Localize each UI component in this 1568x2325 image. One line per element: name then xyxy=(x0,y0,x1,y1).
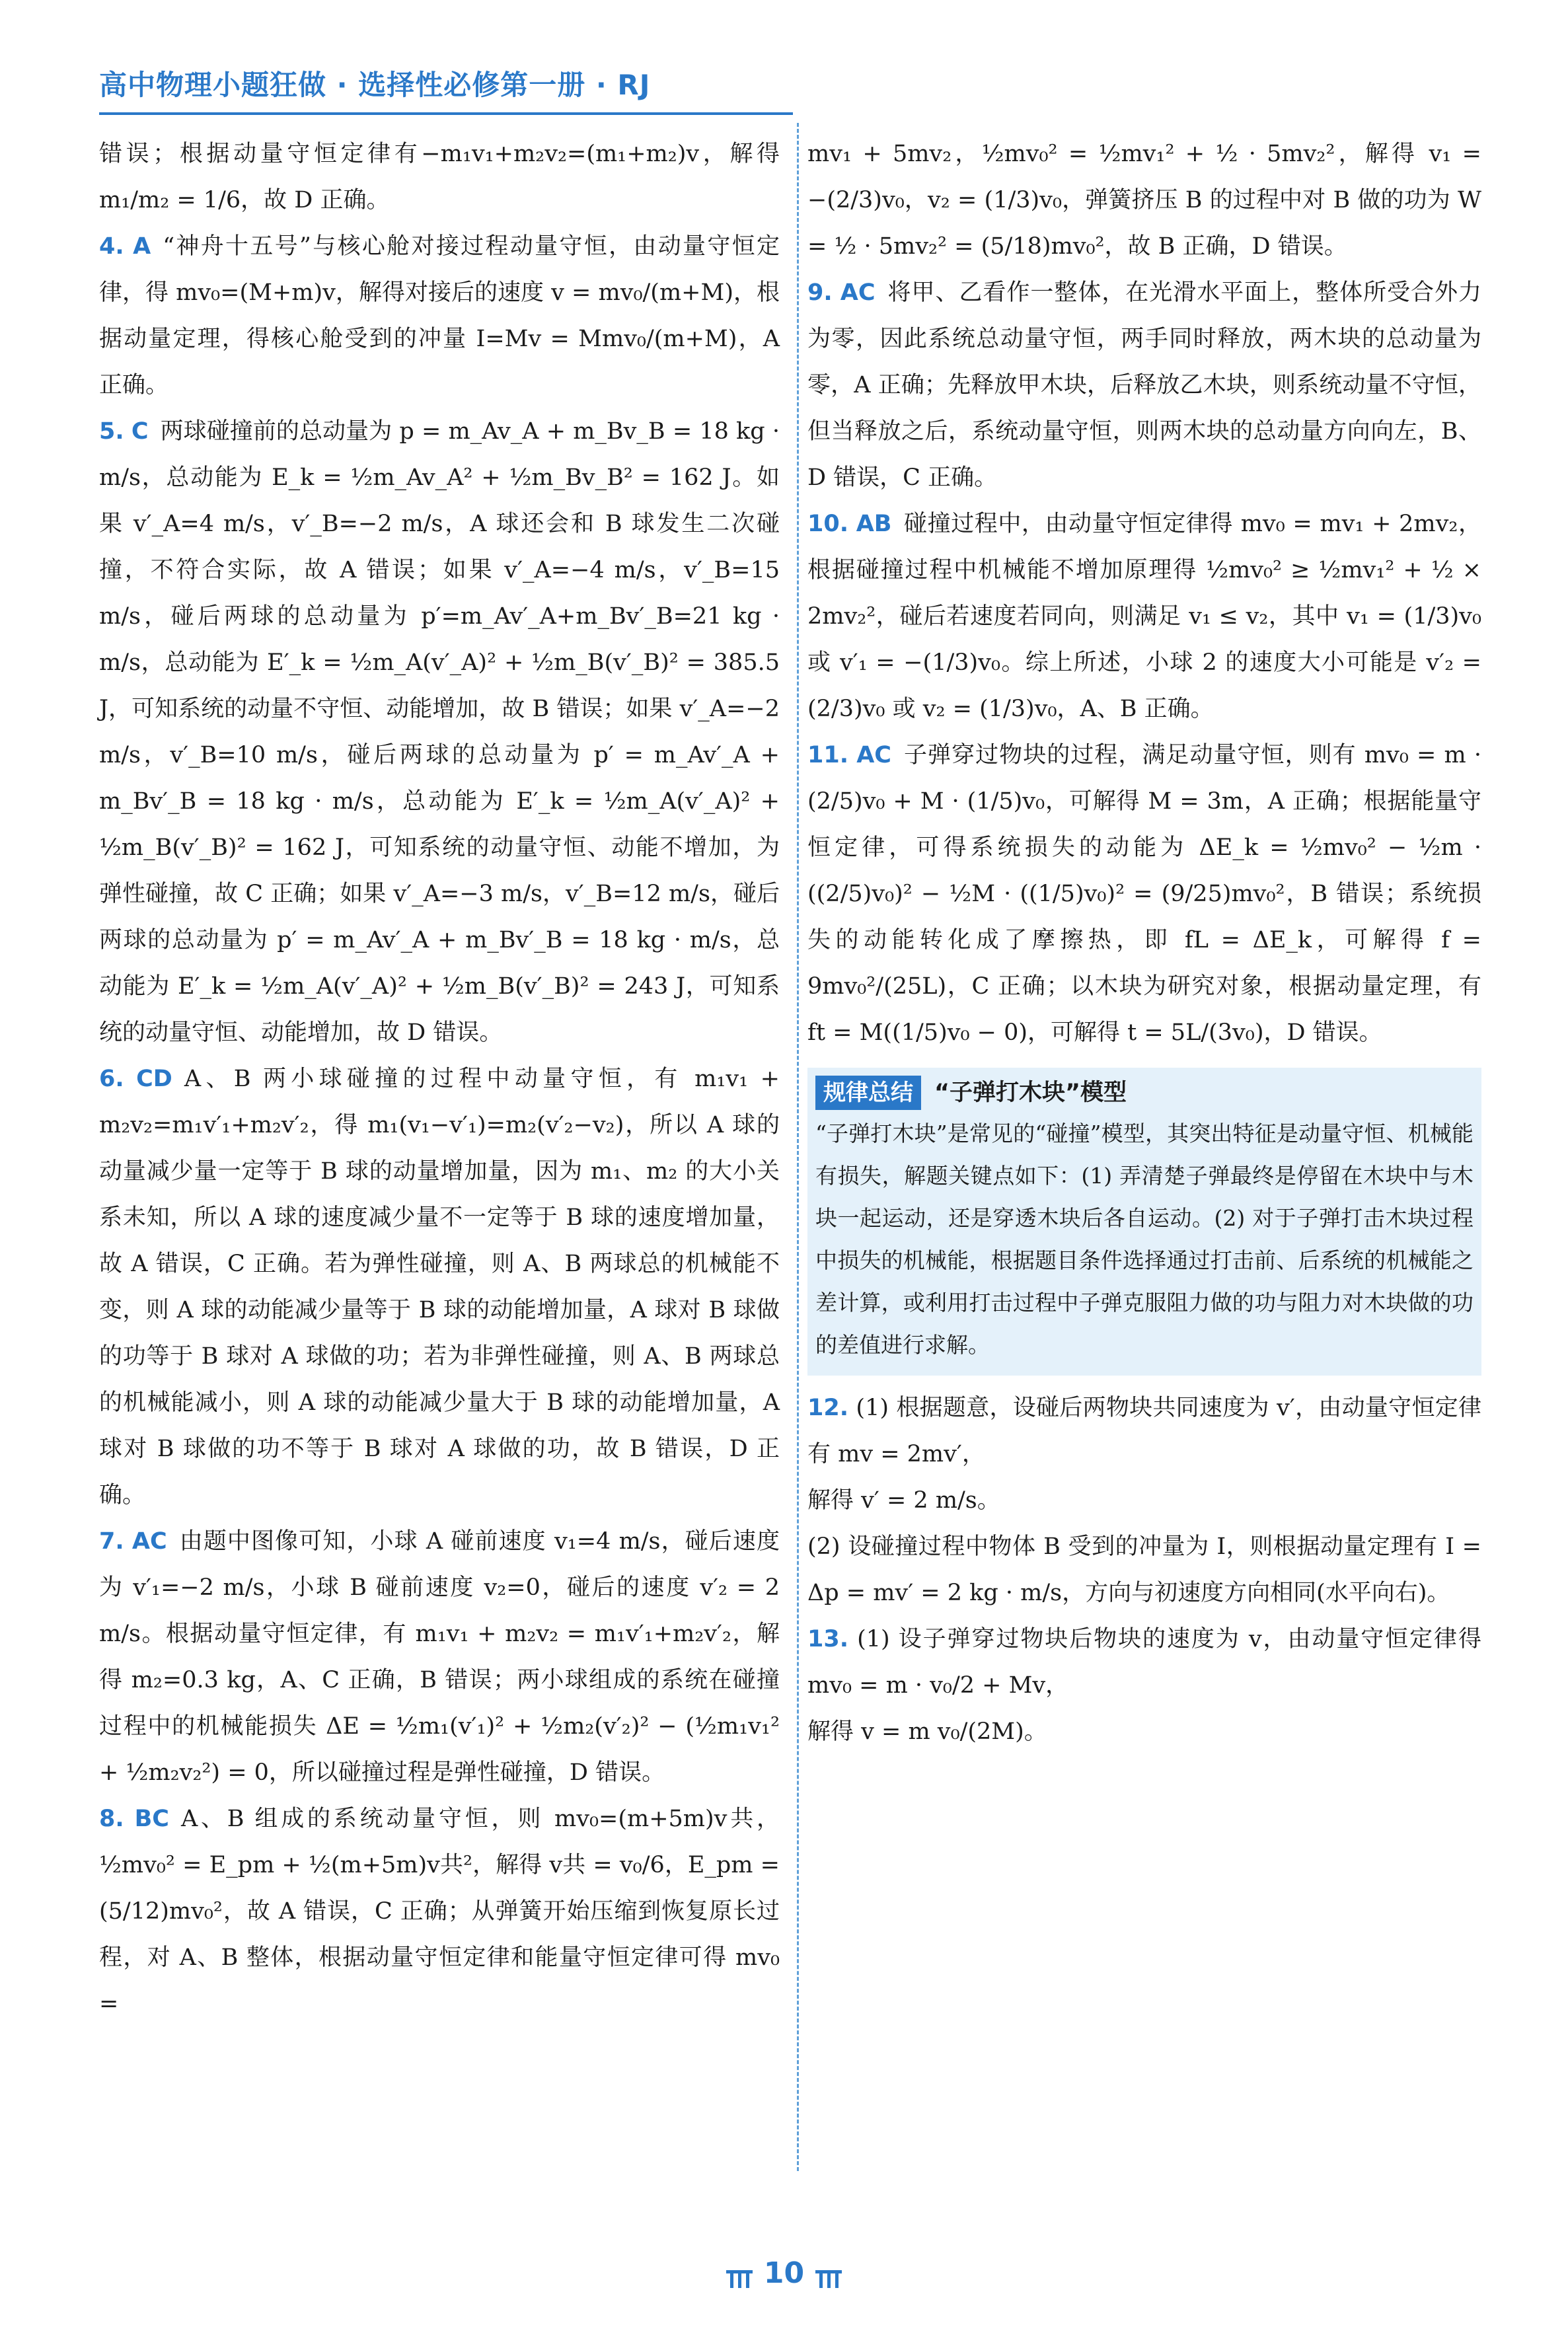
answer-text: (1) 设子弹穿过物块后物块的速度为 v，由动量守恒定律得 mv₀ = m · v₀/2 + Mv， xyxy=(807,1626,1481,1699)
summary-title: “子弹打木块”模型 xyxy=(934,1080,1127,1106)
answer-12-line2 xyxy=(807,1477,1481,1524)
answer-choice: AC xyxy=(131,1528,167,1555)
question-number: 12. xyxy=(807,1395,849,1421)
page-number: 10 xyxy=(763,2256,805,2290)
answer-13 xyxy=(807,1616,1481,1709)
answer-text: 子弹穿过物块的过程，满足动量守恒，则有 mv₀ = m · (2/5)v₀ + M · (1/5)v₀，可解得 M = 3m，A 正确；根据能量守恒定律，可得系统损失的动能为 ΔE_k = ½mv₀² − ½m · ((2/5)v₀)² − ½M · ((1/5)v₀)² = (9/25)mv₀²，B 错误；系统损失的动能转化成了摩擦热，即 fL = ΔE_k，可解得 f = 9mv₀²/(25L)，C 正确；以木块为研究对象，根据动量定理，有 ft = M((1/5)v₀ − 0)，可解得 t = 5L/(3v₀)，D 错误。 xyxy=(807,742,1481,1046)
answer-12 xyxy=(807,1385,1481,1477)
answer-choice: AC xyxy=(840,279,876,306)
answer-choice: A xyxy=(133,233,151,260)
answer-11 xyxy=(807,732,1481,1056)
answer-12-part2 xyxy=(807,1524,1481,1616)
summary-box xyxy=(807,1068,1481,1376)
answer-text: 解得 v = m v₀/(2M)。 xyxy=(807,1718,1047,1745)
answer-3-tail xyxy=(99,131,780,223)
answer-13-line2 xyxy=(807,1709,1481,1755)
column-divider xyxy=(797,123,799,2171)
answer-text: A、B 两小球碰撞的过程中动量守恒，有 m₁v₁ + m₂v₂=m₁v′₁+m₂v′₂，得 m₁(v₁−v′₁)=m₂(v′₂−v₂)，所以 A 球的动量减少量一定等于 B 球的动量增加量，因为 m₁、m₂ 的大小关系未知，所以 A 球的速度减少量不一定等于 B 球的速度增加量，故 A 错误，C 正确。若为弹性碰撞，则 A、B 两球总的机械能不变，则 A 球的动能减少量等于 B 球的动能增加量，A 球对 B 球做的功等于 B 球对 A 球做的功；若为非弹性碰撞，则 A、B 两球总的机械能减小，则 A 球的动能减少量大于 B 球的动能增加量，A 球对 B 球做的功不等于 B 球对 A 球做的功，故 B 错误，D 正确。 xyxy=(99,1066,780,1508)
answer-text: A、B 组成的系统动量守恒，则 mv₀=(m+5m)v共，½mv₀² = E_pm + ½(m+5m)v共²，解得 v共 = v₀/6，E_pm = (5/12)mv₀²，故 A 错误，C 正确；从弹簧开始压缩到恢复原长过程，对 A、B 整体，根据动量守恒定律和能量守恒定律可得 mv₀ = xyxy=(99,1806,780,2017)
answer-text: “神舟十五号”与核心舱对接过程动量守恒，由动量守恒定律，得 mv₀=(M+m)v，解得对接后的速度 v = mv₀/(m+M)，根据动量定理，得核心舱受到的冲量 I=Mv = Mmv₀/(m+M)，A 正确。 xyxy=(99,233,780,398)
answer-text: 将甲、乙看作一整体，在光滑水平面上，整体所受合外力为零，因此系统总动量守恒，两手同时释放，两木块的总动量为零，A 正确；先释放甲木块，后释放乙木块，则系统动量不守恒，但当释放之后，系统动量守恒，则两木块的总动量方向向左，B、D 错误，C 正确。 xyxy=(807,279,1481,491)
page-footer xyxy=(0,2256,1568,2290)
question-number: 7. xyxy=(99,1528,124,1555)
answer-choice: BC xyxy=(134,1806,169,1832)
question-number: 10. xyxy=(807,511,849,537)
answer-choice: C xyxy=(131,418,149,445)
answer-4 xyxy=(99,223,780,408)
answer-choice: AB xyxy=(856,511,892,537)
answer-text: mv₁ + 5mv₂，½mv₀² = ½mv₁² + ½ · 5mv₂²，解得 v₁ = −(2/3)v₀，v₂ = (1/3)v₀，弹簧挤压 B 的过程中对 B 做的功为 W = ½ · 5mv₂² = (5/18)mv₀²，故 B 正确，D 错误。 xyxy=(807,141,1481,260)
right-column xyxy=(807,131,1481,1755)
question-number: 8. xyxy=(99,1806,124,1832)
summary-label: 规律总结 xyxy=(815,1076,921,1110)
header-title: 高中物理小题狂做 · 选择性必修第一册 · RJ xyxy=(99,69,651,101)
answer-text: (1) 根据题意，设碰后两物块共同速度为 v′，由动量守恒定律有 mv = 2mv′， xyxy=(807,1395,1481,1467)
answer-text: 碰撞过程中，由动量守恒定律得 mv₀ = mv₁ + 2mv₂，根据碰撞过程中机械能不增加原理得 ½mv₀² ≥ ½mv₁² + ½ × 2mv₂²，碰后若速度若同向，则满足 v₁ ≤ v₂，其中 v₁ = (1/3)v₀ 或 v′₁ = −(1/3)v₀。综上所述，小球 2 的速度大小可能是 v′₂ = (2/3)v₀ 或 v₂ = (1/3)v₀，A、B 正确。 xyxy=(807,511,1481,722)
question-number: 9. xyxy=(807,279,833,306)
answer-8 xyxy=(99,1796,780,2027)
answer-text: (2) 设碰撞过程中物体 B 受到的冲量为 I，则根据动量定理有 I = Δp = mv′ = 2 kg · m/s，方向与初速度方向相同(水平向右)。 xyxy=(807,1533,1481,1606)
answer-text: 两球碰撞前的总动量为 p = m_Av_A + m_Bv_B = 18 kg · m/s，总动能为 E_k = ½m_Av_A² + ½m_Bv_B² = 162 J。如果 v′_A=4 m/s，v′_B=−2 m/s，A 球还会和 B 球发生二次碰撞，不符合实际，故 A 错误；如果 v′_A=−4 m/s，v′_B=15 m/s，碰后两球的总动量为 p′=m_Av′_A+m_Bv′_B=21 kg · m/s，总动能为 E′_k = ½m_A(v′_A)² + ½m_B(v′_B)² = 385.5 J，可知系统的动量不守恒、动能增加，故 B 错误；如果 v′_A=−2 m/s，v′_B=10 m/s，碰后两球的总动量为 p′ = m_Av′_A + m_Bv′_B = 18 kg · m/s，总动能为 E′_k = ½m_A(v′_A)² + ½m_B(v′_B)² = 162 J，可知系统的动量守恒、动能不增加，为弹性碰撞，故 C 正确；如果 v′_A=−3 m/s，v′_B=12 m/s，碰后两球的总动量为 p′ = m_Av′_A + m_Bv′_B = 18 kg · m/s，总动能为 E′_k = ½m_A(v′_A)² + ½m_B(v′_B)² = 243 J，可知系统的动量守恒、动能增加，故 D 错误。 xyxy=(99,418,780,1046)
question-number: 5. xyxy=(99,418,124,445)
running-header xyxy=(99,63,793,115)
ornament-left-icon xyxy=(725,2264,754,2286)
left-column xyxy=(99,131,780,2027)
answer-text: 解得 v′ = 2 m/s。 xyxy=(807,1487,1000,1514)
answer-8-tail xyxy=(807,131,1481,270)
answer-6 xyxy=(99,1056,780,1518)
answer-7 xyxy=(99,1518,780,1796)
question-number: 4. xyxy=(99,233,124,260)
question-number: 6. xyxy=(99,1066,124,1092)
question-number: 13. xyxy=(807,1626,849,1652)
summary-header xyxy=(815,1073,1474,1113)
answer-choice: CD xyxy=(136,1066,172,1092)
answer-9 xyxy=(807,270,1481,501)
answer-10 xyxy=(807,501,1481,732)
question-number: 11. xyxy=(807,742,849,768)
ornament-right-icon xyxy=(814,2264,843,2286)
answer-text: 错误；根据动量守恒定律有−m₁v₁+m₂v₂=(m₁+m₂)v，解得m₁/m₂ = 1/6，故 D 正确。 xyxy=(99,141,780,213)
answer-5 xyxy=(99,408,780,1056)
summary-body: “子弹打木块”是常见的“碰撞”模型，其突出特征是动量守恒、机械能有损失，解题关键点如下：(1) 弄清楚子弹最终是停留在木块中与木块一起运动，还是穿透木块后各自运动。(2) 对于子弹打击木块过程中损失的机械能，根据题目条件选择通过打击前、后系统的机械能之差计算，或利用打击过程中子弹克服阻力做的功与阻力对木块做的功的差值进行求解。 xyxy=(815,1121,1474,1358)
answer-text: 由题中图像可知，小球 A 碰前速度 v₁=4 m/s，碰后速度为 v′₁=−2 m/s，小球 B 碰前速度 v₂=0，碰后的速度 v′₂ = 2 m/s。根据动量守恒定律，有 m₁v₁ + m₂v₂ = m₁v′₁+m₂v′₂，解得 m₂=0.3 kg，A、C 正确，B 错误；两小球组成的系统在碰撞过程中的机械能损失 ΔE = ½m₁(v′₁)² + ½m₂(v′₂)² − (½m₁v₁² + ½m₂v₂²) = 0，所以碰撞过程是弹性碰撞，D 错误。 xyxy=(99,1528,780,1786)
answer-choice: AC xyxy=(856,742,891,768)
